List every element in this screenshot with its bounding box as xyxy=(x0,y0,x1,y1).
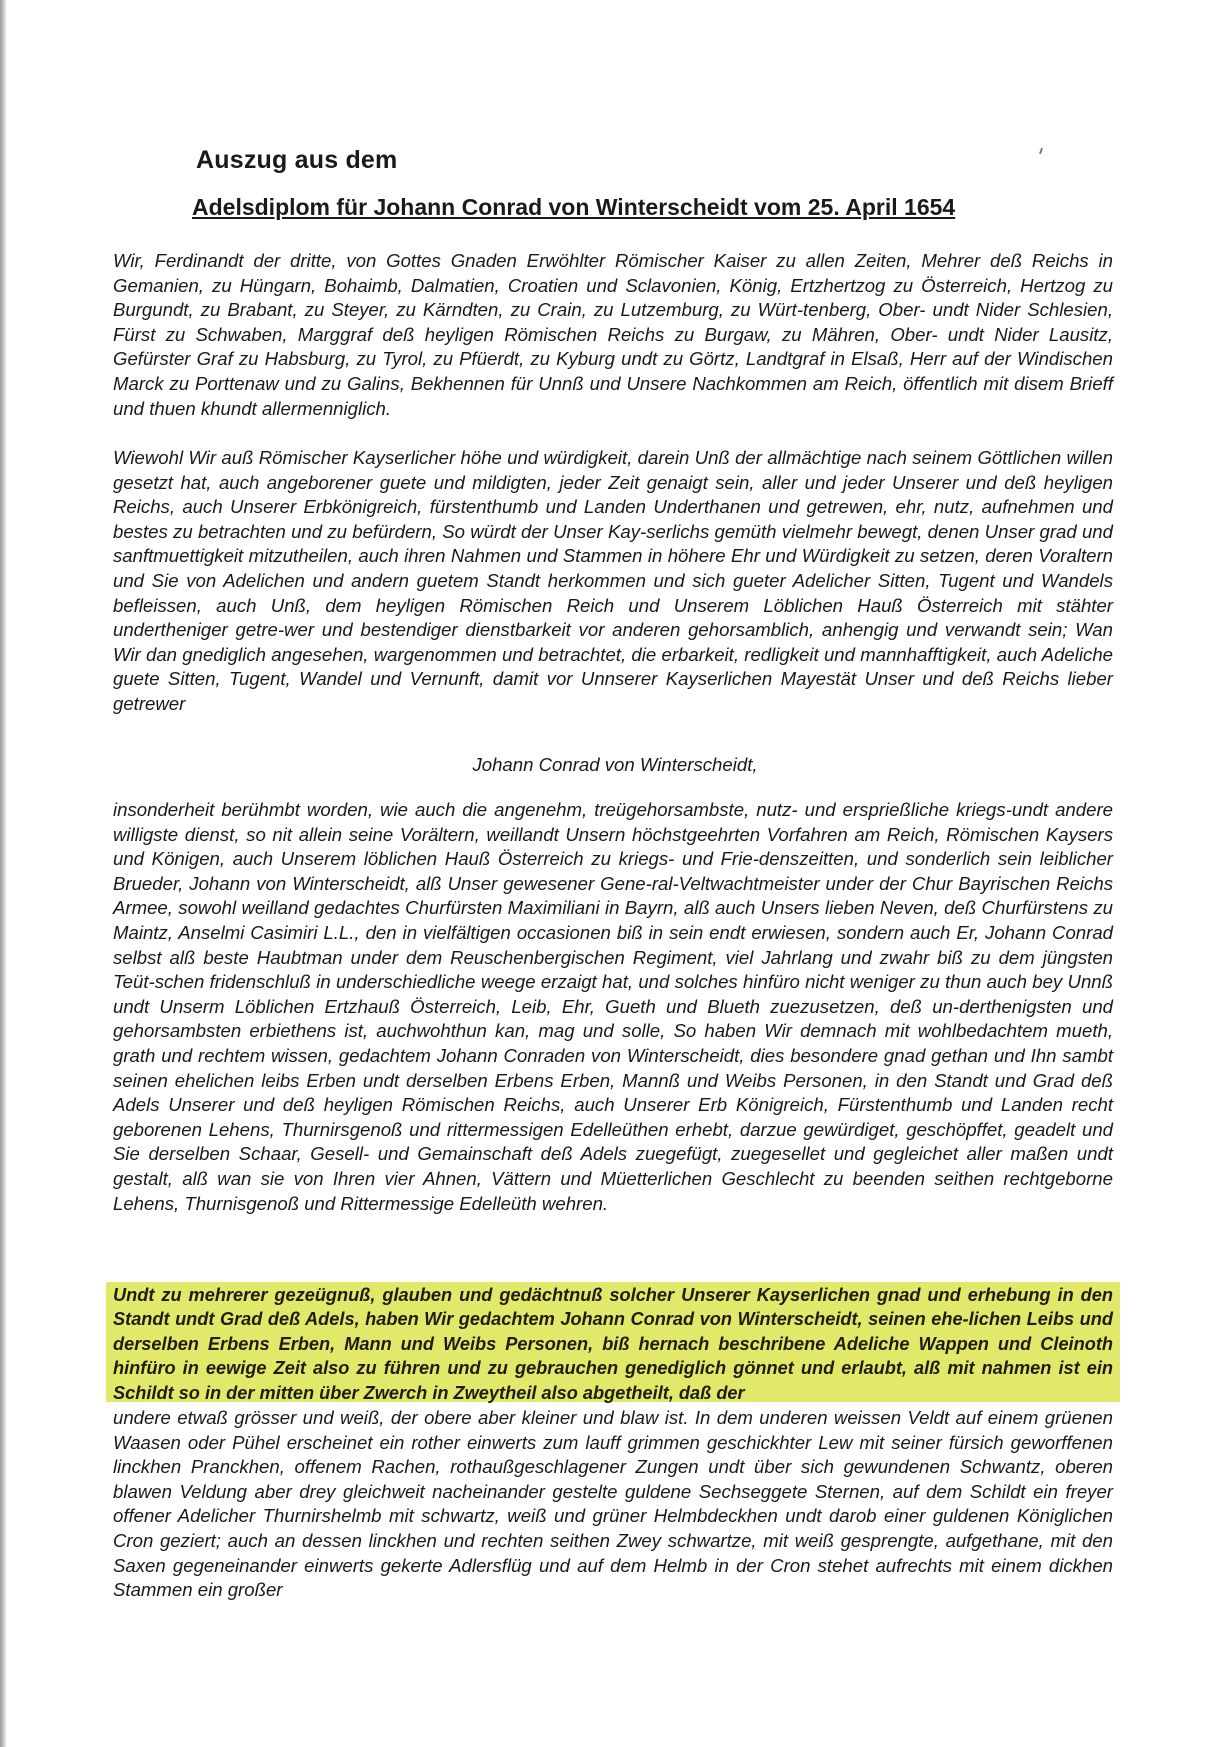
document-heading: Auszug aus dem xyxy=(196,146,398,174)
paragraph-services: insonderheit berühmbt worden, wie auch die angenehm, treügehorsambste, nutz- und ersprießliche kriegs-undt andere willigste dienst, so nit allein seine Vorältern, weillandt Unsern höchstgeehrten Vorfahren am Reich, Römischen Kaysers und Königen, auch Unserem löblichen Hauß Österreich zu kriegs- und Frie-denszeitten, und sonderlich sein leiblicher Brueder, Johann von Winterscheidt, alß Unser gewesener Gene-ral-Veltwachtmeister under der Chur Bayrischen Reichs Armee, sowohl weilland gedachtes Churfürsten Maximiliani in Bayrn, alß auch Unsers lieben Neven, deß Churfürstens zu Maintz, Anselmi Casimiri L.L., den in vielfältigen occasionen biß in sein endt erwiesen, sondern auch Er, Johann Conrad selbst alß beste Haubtman under dem Reuschenbergischen Regiment, viel Jahrlang und zwahr biß zu dem jüngsten Teüt-schen fridenschluß in underschiedliche weege erzaigt hat, und solches hinfüro nicht weniger zu thun auch bey Unnß undt Unserm Löblichen Ertzhauß Österreich, Leib, Ehr, Gueth und Blueth zuezusetzen, deß un-derthenigsten und gehorsambsten erbiethens ist, auchwohthun kan, mag und solle, So haben Wir demnach mit wohlbedachtem mueth, grath und rechtem wissen, gedachtem Johann Conraden von Winterscheidt, dies besondere gnad gethan und Ihn sambt seinen ehelichen leibs Erben undt derselben Erbens Erben, Mannß und Weibs Personen, in den Standt und Grad deß Adels Unserer und deß heyligen Römischen Reichs, auch Unserer Erb Königreich, Fürstenthumb und Landen recht geborenen Lehens, Thurnirsgenoß und rittermessigen Edelleüthen erhebt, darzue gewürdiget, geschöpffet, geadelt und Sie derselben Schaar, Gesell- und Gemainschaft deß Adels zuegefügt, zuegesellet und gegleichet aller maßen undt gestalt, alß wan sie von Ihren vier Ahnen, Vättern und Müetterlichen Geschlecht zu beenden seithen rechtgeborne Lehens, Thurnisgenoß und Rittermessige Edelleüth wehren. xyxy=(113,799,1113,1214)
document-subheading: Adelsdiplom für Johann Conrad von Winterscheidt vom 25. April 1654 xyxy=(192,194,956,220)
scan-edge xyxy=(0,0,6,1747)
paragraph-coat-of-arms-description: undere etwaß grösser und weiß, der obere aber kleiner und blaw ist. In dem underen weissen Veldt auf einem grüenen Waasen oder Pühel erscheinet ein rother einwerts zum lauff grimmen geschickhter Lew mit seiner fürsich geworffenen linckhen Pranckhen, offenem Rachen, rothaußgeschlagener Zungen undt über sich gewundenen Schwantz, oberen blawen Veldung aber drey gleichweit nacheinander gestelte guldene Sechseggete Sternen, auf dem Schildt ein freyer offener Adelicher Thurnirshelmb mit schwartz, weiß und grüner Helmbdeckhen undt darob einer guldenen Königlichen Cron geziert; auch an dessen linckhen und rechten seithen Zwey schwartze, mit weiß gesprengte, aufgethane, mit den Saxen gegeneinander einwerts gekerte Adlersflüg und auf dem Helmb in der Cron stehet aufrechts mit einem dickhen Stammen ein großer xyxy=(113,1407,1113,1601)
scan-speck xyxy=(1039,148,1043,154)
recipient-name-line: Johann Conrad von Winterscheidt, xyxy=(472,754,758,775)
paragraph-title-intro: Wir, Ferdinandt der dritte, von Gottes Gnaden Erwöhlter Römischer Kaiser zu allen Zeiten, Mehrer deß Reichs in Gemanien, zu Hüngarn, Bohaimb, Dalmatien, Croatien und Sclavonien, König, Ertzhertzog zu Österreich, Hertzog zu Burgundt, zu Brabant, zu Steyer, zu Kärndten, zu Crain, zu Lutzemburg, zu Würt-tenberg, Ober- undt Nider Schlesien, Fürst zu Schwaben, Marggraf deß heyligen Römischen Reichs zu Burgaw, zu Mähren, Ober- undt Nider Lausitz, Gefürster Graf zu Habsburg, zu Tyrol, zu Pfüerdt, zu Kyburg undt zu Görtz, Landtgraf in Elsaß, Herr auf der Windischen Marck zu Porttenaw und zu Galins, Bekhennen für Unnß und Unsere Nachkommen am Reich, öffentlich mit disem Brieff und thuen khundt allermenniglich. xyxy=(113,250,1113,419)
paragraph-reasoning: Wiewohl Wir auß Römischer Kayserlicher höhe und würdigkeit, darein Unß der allmächtige nach seinem Göttlichen willen gesetzt hat, auch angeborener guete und mildigten, jeder Zeit genaigt sein, aller und jeder Unserer und deß heyligen Reichs, auch Unserer Erbkönigreich, fürstenthumb und Landen Underthanen und getrewen, ehr, nutz, aufnehmen und bestes zu betrachten und zu befürdern, So würdt der Unser Kay-serlichs gemüth vielmehr bewegt, denen Unser grad und sanftmuettigkeit mitzutheilen, auch ihren Nahmen und Stammen in höhere Ehr und Würdigkeit zu setzen, deren Voraltern und Sie von Adelichen und andern guetem Standt herkommen und sich gueter Adelicher Sitten, Tugent und Wandels befleissen, auch Unß, dem heyligen Römischen Reich und Unserem Löblichen Hauß Österreich mit stähter undertheniger getre-wer und bestendiger dienstbarkeit vor anderen gehorsamblich, anhengig und verwandt sein; Wan Wir dan gnediglich angesehen, wargenommen und betrachtet, die erbarkeit, redligkeit und mannhafftigkeit, auch Adeliche guete Sitten, Tugent, Wandel und Vernunft, damit vor Unnserer Kayserlichen Mayestät Unser und deß Reichs lieber getrewer xyxy=(113,447,1113,714)
paragraph-highlighted-coat-of-arms: Undt zu mehrerer gezeügnuß, glauben und gedächtnuß solcher Unserer Kayserlichen gnad und erhebung in den Standt undt Grad deß Adels, haben Wir gedachtem Johann Conrad von Winterscheidt, seinen ehe-lichen Leibs und derselben Erbens Erben, Mann und Weibs Personen, biß hernach beschribene Adeliche Wappen und Cleinoth hinfüro in eewige Zeit also zu führen und zu gebrauchen genediglich gönnet und erlaubt, alß mit nahmen ist ein Schildt so in der mitten über Zwerch in Zweytheil also abgetheilt, daß der xyxy=(113,1285,1113,1403)
